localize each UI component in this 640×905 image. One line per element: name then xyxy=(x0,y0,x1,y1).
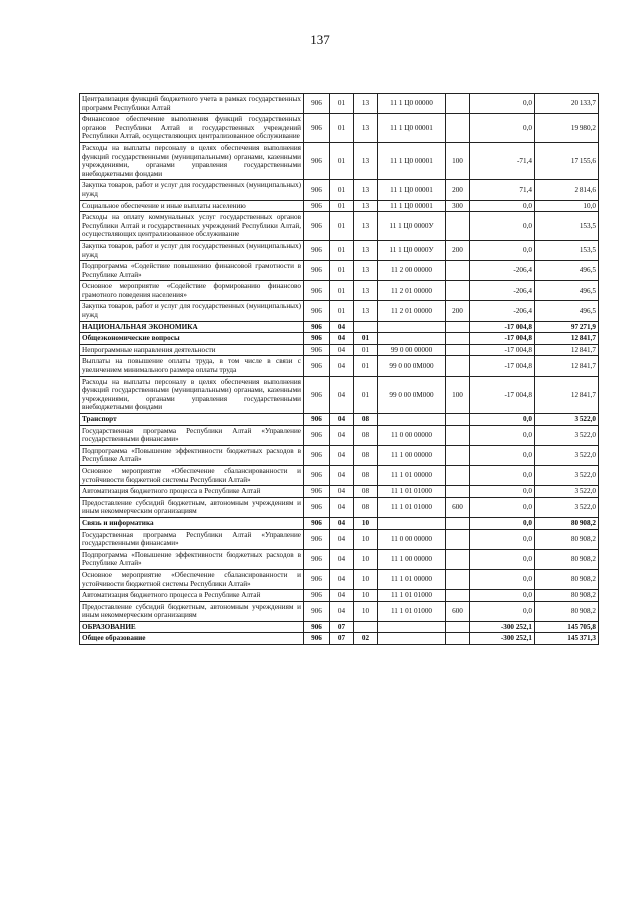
cell-change: -17 004,8 xyxy=(470,356,535,376)
cell-change: 0,0 xyxy=(470,445,535,465)
table-body xyxy=(80,94,599,645)
cell-vr xyxy=(446,321,470,333)
cell-csr xyxy=(378,621,446,633)
row-name: Выплаты на повышение оплаты труда, в том числе в связи с увеличением минимального размера оплаты труда xyxy=(80,356,304,376)
row-name: Транспорт xyxy=(80,414,304,426)
cell-vr xyxy=(446,281,470,301)
table-row xyxy=(80,633,599,645)
cell-change: -17 004,8 xyxy=(470,376,535,413)
row-name: Основное мероприятие «Обеспечение сбалансированности и устойчивости бюджетной системы Республики Алтай» xyxy=(80,569,304,589)
cell-csr xyxy=(378,414,446,426)
cell-csr: 11 1 01 00000 xyxy=(378,465,446,485)
cell-pr: 10 xyxy=(354,569,378,589)
table-row xyxy=(80,590,599,602)
row-name: ОБРАЗОВАНИЕ xyxy=(80,621,304,633)
cell-vr xyxy=(446,465,470,485)
cell-total: 3 522,0 xyxy=(535,414,599,426)
cell-vr: 200 xyxy=(446,180,470,200)
cell-pr: 08 xyxy=(354,465,378,485)
cell-total: 3 522,0 xyxy=(535,445,599,465)
cell-csr: 11 1 Ц0 00000 xyxy=(378,94,446,114)
row-name: Расходы на оплату коммунальных услуг государственных органов Республики Алтай и государственных учреждений Республики Алтай, осуществляющих централизованное обслуживание xyxy=(80,212,304,241)
cell-csr: 11 1 01 01000 xyxy=(378,497,446,517)
cell-vr xyxy=(446,114,470,143)
row-name: Общее образование xyxy=(80,633,304,645)
cell-gr: 906 xyxy=(304,240,330,260)
cell-csr: 99 0 00 0М000 xyxy=(378,376,446,413)
row-name: Централизация функций бюджетного учета в рамках государственных программ Республики Алтай xyxy=(80,94,304,114)
cell-change: -300 252,1 xyxy=(470,633,535,645)
page-number: 137 xyxy=(310,32,330,47)
cell-gr: 906 xyxy=(304,590,330,602)
cell-csr: 11 1 Ц0 00001 xyxy=(378,200,446,212)
table-row xyxy=(80,517,599,529)
cell-total: 97 271,9 xyxy=(535,321,599,333)
table-row xyxy=(80,414,599,426)
cell-pr: 13 xyxy=(354,212,378,241)
cell-rz: 01 xyxy=(330,142,354,179)
cell-rz: 04 xyxy=(330,333,354,345)
row-name: Автоматизация бюджетного процесса в Республике Алтай xyxy=(80,590,304,602)
cell-pr: 01 xyxy=(354,376,378,413)
cell-change: 0,0 xyxy=(470,517,535,529)
cell-gr: 906 xyxy=(304,633,330,645)
cell-change: 0,0 xyxy=(470,529,535,549)
cell-rz: 07 xyxy=(330,633,354,645)
cell-gr: 906 xyxy=(304,486,330,498)
cell-gr: 906 xyxy=(304,281,330,301)
row-name: Основное мероприятие «Обеспечение сбалансированности и устойчивости бюджетной системы Республики Алтай» xyxy=(80,465,304,485)
cell-vr: 100 xyxy=(446,142,470,179)
table-row xyxy=(80,529,599,549)
cell-vr xyxy=(446,445,470,465)
cell-change: 0,0 xyxy=(470,486,535,498)
cell-rz: 01 xyxy=(330,281,354,301)
cell-pr: 10 xyxy=(354,549,378,569)
cell-vr xyxy=(446,414,470,426)
row-name: Подпрограмма «Содействие повышению финансовой грамотности в Республике Алтай» xyxy=(80,261,304,281)
table-row xyxy=(80,200,599,212)
cell-total: 3 522,0 xyxy=(535,486,599,498)
cell-rz: 04 xyxy=(330,376,354,413)
cell-vr: 300 xyxy=(446,200,470,212)
cell-csr: 11 1 00 00000 xyxy=(378,445,446,465)
cell-total: 145 371,3 xyxy=(535,633,599,645)
cell-csr xyxy=(378,333,446,345)
cell-total: 12 841,7 xyxy=(535,344,599,356)
cell-rz: 04 xyxy=(330,321,354,333)
table-row xyxy=(80,240,599,260)
cell-total: 3 522,0 xyxy=(535,497,599,517)
cell-change: 0,0 xyxy=(470,414,535,426)
cell-change: 0,0 xyxy=(470,425,535,445)
cell-total: 3 522,0 xyxy=(535,465,599,485)
cell-csr: 11 1 01 01000 xyxy=(378,486,446,498)
cell-gr: 906 xyxy=(304,445,330,465)
cell-pr: 10 xyxy=(354,529,378,549)
cell-rz: 01 xyxy=(330,301,354,321)
cell-vr xyxy=(446,549,470,569)
cell-gr: 906 xyxy=(304,114,330,143)
cell-csr: 11 2 01 00000 xyxy=(378,301,446,321)
cell-rz: 01 xyxy=(330,212,354,241)
cell-rz: 04 xyxy=(330,497,354,517)
table-row xyxy=(80,445,599,465)
row-name: Подпрограмма «Повышение эффективности бюджетных расходов в Республике Алтай» xyxy=(80,445,304,465)
table-row xyxy=(80,212,599,241)
cell-vr: 100 xyxy=(446,376,470,413)
cell-vr: 200 xyxy=(446,240,470,260)
table-row xyxy=(80,549,599,569)
cell-vr: 600 xyxy=(446,497,470,517)
cell-pr: 08 xyxy=(354,445,378,465)
cell-rz: 01 xyxy=(330,114,354,143)
row-name: Закупка товаров, работ и услуг для государственных (муниципальных) нужд xyxy=(80,240,304,260)
cell-vr xyxy=(446,212,470,241)
row-name: Подпрограмма «Повышение эффективности бюджетных расходов в Республике Алтай» xyxy=(80,549,304,569)
cell-pr: 13 xyxy=(354,301,378,321)
cell-change: 0,0 xyxy=(470,590,535,602)
cell-total: 80 908,2 xyxy=(535,529,599,549)
cell-change: -17 004,8 xyxy=(470,321,535,333)
table-row xyxy=(80,281,599,301)
table-row xyxy=(80,180,599,200)
cell-vr xyxy=(446,590,470,602)
table-row xyxy=(80,497,599,517)
cell-total: 12 841,7 xyxy=(535,376,599,413)
cell-change: 0,0 xyxy=(470,240,535,260)
cell-total: 145 705,8 xyxy=(535,621,599,633)
cell-csr: 99 0 00 0М000 xyxy=(378,356,446,376)
cell-pr: 13 xyxy=(354,94,378,114)
cell-change: 0,0 xyxy=(470,200,535,212)
cell-pr xyxy=(354,621,378,633)
cell-pr: 13 xyxy=(354,281,378,301)
cell-pr: 08 xyxy=(354,497,378,517)
cell-rz: 04 xyxy=(330,569,354,589)
cell-rz: 04 xyxy=(330,414,354,426)
row-name: Предоставление субсидий бюджетным, автономным учреждениям и иным некоммерческим организациям xyxy=(80,497,304,517)
cell-gr: 906 xyxy=(304,344,330,356)
cell-change: -206,4 xyxy=(470,281,535,301)
cell-vr xyxy=(446,94,470,114)
cell-pr: 08 xyxy=(354,425,378,445)
table-row xyxy=(80,142,599,179)
cell-change: -71,4 xyxy=(470,142,535,179)
table-row xyxy=(80,465,599,485)
cell-gr: 906 xyxy=(304,212,330,241)
cell-total: 12 841,7 xyxy=(535,333,599,345)
cell-total: 80 908,2 xyxy=(535,569,599,589)
cell-csr: 11 1 Ц0 00001 xyxy=(378,180,446,200)
cell-gr: 906 xyxy=(304,261,330,281)
table-row xyxy=(80,114,599,143)
cell-pr: 13 xyxy=(354,180,378,200)
table-row xyxy=(80,425,599,445)
cell-change: 0,0 xyxy=(470,212,535,241)
table-row xyxy=(80,261,599,281)
cell-rz: 07 xyxy=(330,621,354,633)
cell-vr xyxy=(446,529,470,549)
cell-rz: 04 xyxy=(330,425,354,445)
cell-csr xyxy=(378,321,446,333)
cell-total: 80 908,2 xyxy=(535,517,599,529)
table-row xyxy=(80,601,599,621)
table-row xyxy=(80,333,599,345)
cell-csr: 11 2 01 00000 xyxy=(378,281,446,301)
row-name: Общеэкономические вопросы xyxy=(80,333,304,345)
cell-gr: 906 xyxy=(304,601,330,621)
cell-gr: 906 xyxy=(304,200,330,212)
cell-gr: 906 xyxy=(304,356,330,376)
cell-change: 0,0 xyxy=(470,465,535,485)
cell-csr: 11 1 00 00000 xyxy=(378,549,446,569)
row-name: Государственная программа Республики Алтай «Управление государственными финансами» xyxy=(80,425,304,445)
cell-csr: 11 0 00 00000 xyxy=(378,529,446,549)
table-row xyxy=(80,569,599,589)
table-row xyxy=(80,301,599,321)
cell-gr: 906 xyxy=(304,333,330,345)
cell-rz: 04 xyxy=(330,517,354,529)
table-row xyxy=(80,344,599,356)
cell-total: 10,0 xyxy=(535,200,599,212)
cell-gr: 906 xyxy=(304,180,330,200)
cell-change: 0,0 xyxy=(470,549,535,569)
table-row xyxy=(80,321,599,333)
cell-total: 80 908,2 xyxy=(535,601,599,621)
cell-gr: 906 xyxy=(304,301,330,321)
cell-total: 19 980,2 xyxy=(535,114,599,143)
cell-csr: 11 1 Ц0 00001 xyxy=(378,142,446,179)
cell-vr xyxy=(446,356,470,376)
table-row xyxy=(80,486,599,498)
cell-csr: 11 2 00 00000 xyxy=(378,261,446,281)
cell-rz: 01 xyxy=(330,240,354,260)
cell-total: 496,5 xyxy=(535,281,599,301)
cell-vr xyxy=(446,486,470,498)
row-name: НАЦИОНАЛЬНАЯ ЭКОНОМИКА xyxy=(80,321,304,333)
cell-vr xyxy=(446,344,470,356)
row-name: Автоматизация бюджетного процесса в Республике Алтай xyxy=(80,486,304,498)
cell-rz: 04 xyxy=(330,601,354,621)
row-name: Социальное обеспечение и иные выплаты населению xyxy=(80,200,304,212)
cell-gr: 906 xyxy=(304,425,330,445)
cell-change: 71,4 xyxy=(470,180,535,200)
row-name: Закупка товаров, работ и услуг для государственных (муниципальных) нужд xyxy=(80,180,304,200)
row-name: Расходы на выплаты персоналу в целях обеспечения выполнения функций государственными (муниципальными) органами, казенными учреждениями, органами управления государственными внебюджетными фондами xyxy=(80,142,304,179)
cell-total: 496,5 xyxy=(535,301,599,321)
cell-total: 17 155,6 xyxy=(535,142,599,179)
cell-csr: 11 1 Ц0 0000У xyxy=(378,240,446,260)
cell-pr xyxy=(354,321,378,333)
cell-vr xyxy=(446,633,470,645)
cell-vr: 200 xyxy=(446,301,470,321)
cell-pr: 13 xyxy=(354,240,378,260)
cell-vr xyxy=(446,517,470,529)
cell-change: -17 004,8 xyxy=(470,344,535,356)
cell-csr: 99 0 00 00000 xyxy=(378,344,446,356)
cell-change: -300 252,1 xyxy=(470,621,535,633)
cell-rz: 04 xyxy=(330,445,354,465)
cell-rz: 04 xyxy=(330,549,354,569)
table-row xyxy=(80,376,599,413)
cell-rz: 01 xyxy=(330,200,354,212)
row-name: Основное мероприятие «Содействие формированию финансово грамотного поведения населения» xyxy=(80,281,304,301)
cell-csr: 11 1 01 01000 xyxy=(378,590,446,602)
cell-gr: 906 xyxy=(304,621,330,633)
cell-rz: 04 xyxy=(330,486,354,498)
cell-change: 0,0 xyxy=(470,601,535,621)
cell-change: -206,4 xyxy=(470,261,535,281)
cell-gr: 906 xyxy=(304,529,330,549)
cell-csr: 11 1 01 00000 xyxy=(378,569,446,589)
cell-total: 12 841,7 xyxy=(535,356,599,376)
cell-vr xyxy=(446,333,470,345)
cell-change: 0,0 xyxy=(470,94,535,114)
cell-change: 0,0 xyxy=(470,497,535,517)
table-row xyxy=(80,356,599,376)
cell-pr: 13 xyxy=(354,114,378,143)
cell-csr xyxy=(378,633,446,645)
cell-rz: 01 xyxy=(330,94,354,114)
cell-rz: 04 xyxy=(330,465,354,485)
cell-pr: 08 xyxy=(354,414,378,426)
cell-gr: 906 xyxy=(304,414,330,426)
row-name: Связь и информатика xyxy=(80,517,304,529)
cell-vr xyxy=(446,261,470,281)
row-name: Закупка товаров, работ и услуг для государственных (муниципальных) нужд xyxy=(80,301,304,321)
cell-gr: 906 xyxy=(304,465,330,485)
table-row xyxy=(80,621,599,633)
cell-pr: 01 xyxy=(354,344,378,356)
cell-total: 153,5 xyxy=(535,212,599,241)
budget-table xyxy=(79,93,599,645)
row-name: Непрограммные направления деятельности xyxy=(80,344,304,356)
cell-gr: 906 xyxy=(304,94,330,114)
cell-vr xyxy=(446,621,470,633)
cell-total: 80 908,2 xyxy=(535,590,599,602)
table-row xyxy=(80,94,599,114)
cell-change: 0,0 xyxy=(470,114,535,143)
cell-change: -206,4 xyxy=(470,301,535,321)
cell-csr xyxy=(378,517,446,529)
cell-rz: 04 xyxy=(330,356,354,376)
cell-gr: 906 xyxy=(304,569,330,589)
cell-total: 2 814,6 xyxy=(535,180,599,200)
cell-pr: 13 xyxy=(354,261,378,281)
cell-csr: 11 1 Ц0 00001 xyxy=(378,114,446,143)
cell-total: 80 908,2 xyxy=(535,549,599,569)
cell-rz: 04 xyxy=(330,344,354,356)
cell-gr: 906 xyxy=(304,376,330,413)
cell-total: 153,5 xyxy=(535,240,599,260)
cell-change: 0,0 xyxy=(470,569,535,589)
cell-rz: 01 xyxy=(330,180,354,200)
row-name: Расходы на выплаты персоналу в целях обеспечения выполнения функций государственными (муниципальными) органами, казенными учреждениями, органами управления государственными внебюджетными фондами xyxy=(80,376,304,413)
cell-gr: 906 xyxy=(304,549,330,569)
cell-rz: 01 xyxy=(330,261,354,281)
cell-gr: 906 xyxy=(304,321,330,333)
cell-total: 496,5 xyxy=(535,261,599,281)
cell-csr: 11 1 Ц0 0000У xyxy=(378,212,446,241)
row-name: Финансовое обеспечение выполнения функций государственных органов Республики Алтай и государственных учреждений Республики Алтай, осуществляющих централизованное обслуживание xyxy=(80,114,304,143)
cell-pr: 08 xyxy=(354,486,378,498)
cell-change: -17 004,8 xyxy=(470,333,535,345)
cell-gr: 906 xyxy=(304,142,330,179)
cell-pr: 10 xyxy=(354,590,378,602)
row-name: Государственная программа Республики Алтай «Управление государственными финансами» xyxy=(80,529,304,549)
cell-csr: 11 1 01 01000 xyxy=(378,601,446,621)
cell-vr: 600 xyxy=(446,601,470,621)
cell-pr: 13 xyxy=(354,200,378,212)
cell-rz: 04 xyxy=(330,529,354,549)
cell-pr: 01 xyxy=(354,333,378,345)
cell-total: 20 133,7 xyxy=(535,94,599,114)
cell-vr xyxy=(446,425,470,445)
cell-vr xyxy=(446,569,470,589)
cell-gr: 906 xyxy=(304,517,330,529)
cell-pr: 10 xyxy=(354,517,378,529)
row-name: Предоставление субсидий бюджетным, автономным учреждениям и иным некоммерческим организациям xyxy=(80,601,304,621)
cell-pr: 13 xyxy=(354,142,378,179)
cell-total: 3 522,0 xyxy=(535,425,599,445)
cell-rz: 04 xyxy=(330,590,354,602)
cell-pr: 10 xyxy=(354,601,378,621)
cell-gr: 906 xyxy=(304,497,330,517)
cell-pr: 01 xyxy=(354,356,378,376)
cell-pr: 02 xyxy=(354,633,378,645)
cell-csr: 11 0 00 00000 xyxy=(378,425,446,445)
